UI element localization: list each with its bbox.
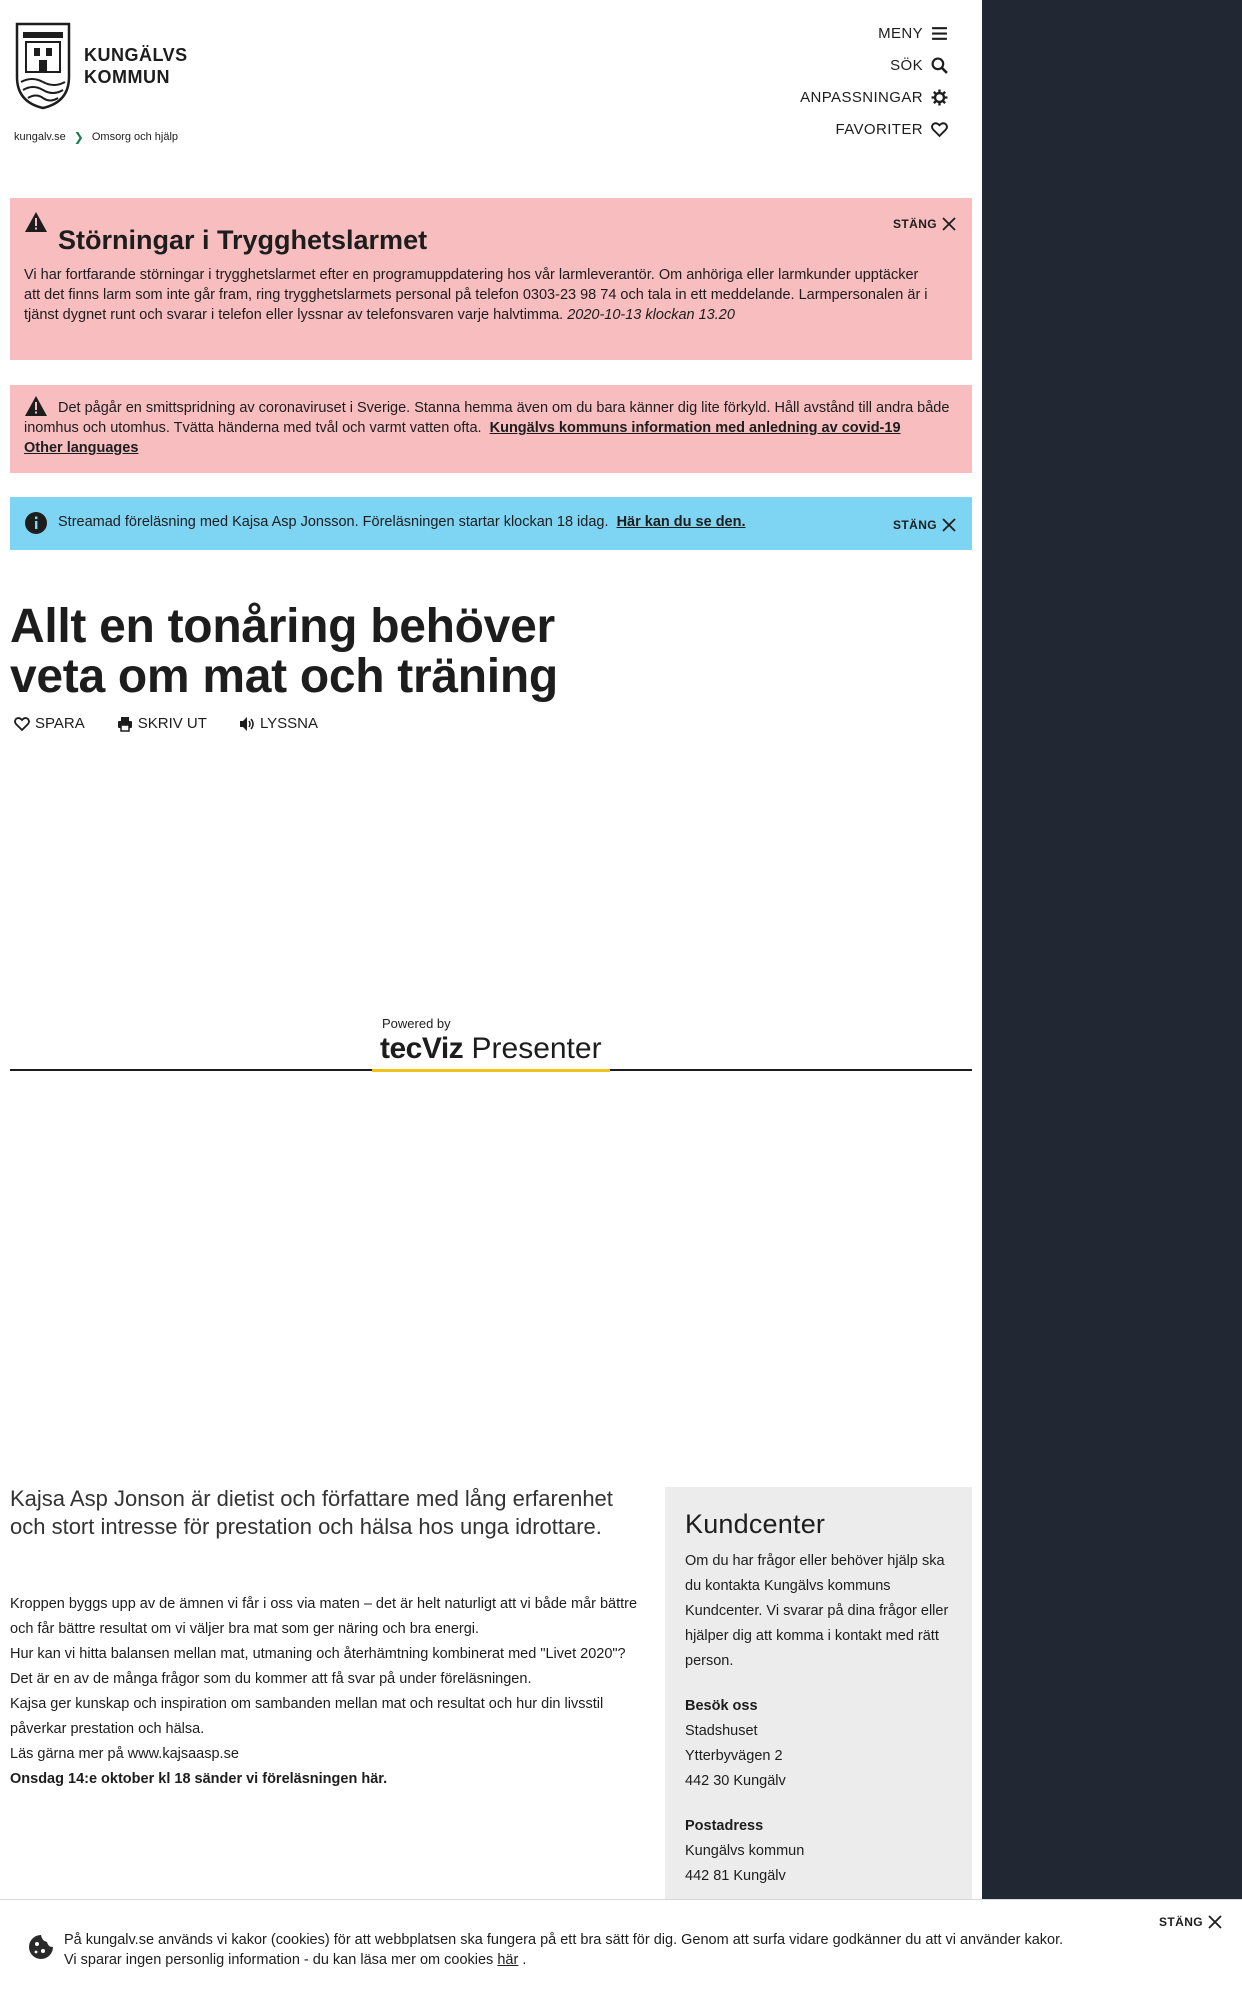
favorites-label: FAVORITER xyxy=(835,121,923,138)
alert-title: Störningar i Trygghetslarmet xyxy=(58,225,428,255)
close-label: STÄNG xyxy=(893,518,937,532)
alert-body-text: Vi har fortfarande störningar i trygghetslarmet efter en programuppdatering hos vår larmleverantör. Om anhöriga eller larmkunder upptäcker att det finns larm som inte går fram, ring trygghetslarmets personal på telefon 0303-23 98 74 och tala in ett meddelande. Larmpersonalen är i tjänst dygnet runt och svarar i telefon eller lyssnar av telefonsvaren varje halvtimma. xyxy=(24,267,928,323)
post-label: Postadress xyxy=(685,1818,764,1834)
covid-info-link[interactable]: Kungälvs kommuns information med anledning av covid-19 xyxy=(489,420,901,436)
info-icon xyxy=(24,511,48,535)
stream-text xyxy=(58,512,746,532)
close-icon xyxy=(942,518,956,532)
chevron-right-icon: ❯ xyxy=(73,130,84,144)
post-line: 442 81 Kungälv xyxy=(685,1868,786,1884)
visit-line: 442 30 Kungälv xyxy=(685,1773,786,1789)
kundcenter-title: Kundcenter xyxy=(685,1509,826,1539)
accessibility-button[interactable] xyxy=(800,88,948,107)
logo-text xyxy=(84,44,188,88)
stream-link[interactable]: Här kan du se den. xyxy=(616,514,746,530)
alert-trygghetslarm xyxy=(10,198,972,360)
article-actions xyxy=(14,715,318,732)
gear-icon xyxy=(931,89,948,106)
menu-label: MENY xyxy=(878,25,923,42)
favorites-button[interactable] xyxy=(836,120,949,139)
top-nav xyxy=(800,24,948,139)
logo-line1: KUNGÄLVS xyxy=(84,45,188,65)
cookie-icon xyxy=(28,1934,54,1960)
listen-button[interactable] xyxy=(239,715,318,732)
alert-body xyxy=(24,265,934,325)
kommun-logo[interactable] xyxy=(14,22,188,110)
cookie-text xyxy=(64,1930,1164,1970)
alert-covid xyxy=(10,385,972,473)
speaker-icon xyxy=(239,716,255,732)
hamburger-icon xyxy=(931,25,948,42)
cookie-line2 xyxy=(64,1950,1164,1970)
stream-close-button[interactable] xyxy=(893,515,956,535)
alert-close-button[interactable] xyxy=(893,214,956,234)
cookie-line2-text: Vi sparar ingen personlig information - du kan läsa mer om cookies xyxy=(64,1952,494,1968)
kundcenter-box xyxy=(665,1487,972,1907)
kundcenter-intro: Om du har frågor eller behöver hjälp ska du kontakta Kungälvs kommuns Kundcenter. Vi svarar på dina frågor eller hjälper dig att komma i kontakt med rätt person. xyxy=(685,1553,949,1669)
other-languages-link[interactable]: Other languages xyxy=(24,440,139,456)
coat-of-arms-icon xyxy=(14,22,72,110)
stream-body: Streamad föreläsning med Kajsa Asp Jonsson. Föreläsningen startar klockan 18 idag. xyxy=(58,514,609,530)
close-icon xyxy=(942,217,956,231)
player-brand xyxy=(380,1032,602,1066)
paragraph: Kajsa ger kunskap och inspiration om sambanden mellan mat och resultat och hur din livsstil påverkar prestation och hälsa. xyxy=(10,1696,604,1737)
cookie-end: . xyxy=(522,1952,527,1968)
page-title: Allt en tonåring behöver veta om mat och träning xyxy=(10,600,558,703)
search-label: SÖK xyxy=(890,57,923,74)
post-line: Kungälvs kommun xyxy=(685,1843,805,1859)
close-label: STÄNG xyxy=(1159,1915,1203,1929)
closing-line: Onsdag 14:e oktober kl 18 sänder vi föreläsningen här. xyxy=(10,1771,388,1787)
dark-side-panel xyxy=(982,0,1242,2000)
search-icon xyxy=(931,57,948,74)
paragraph: Hur kan vi hitta balansen mellan mat, utmaning och återhämtning kombinerat med "Livet 2020"? xyxy=(10,1646,626,1662)
visit-line: Ytterbyvägen 2 xyxy=(685,1748,783,1764)
search-button[interactable] xyxy=(890,56,948,75)
logo-line2: KOMMUN xyxy=(84,67,170,87)
visit-label: Besök oss xyxy=(685,1698,758,1714)
paragraph: Det är en av de många frågor som du kommer att få svar på under föreläsningen. xyxy=(10,1671,532,1687)
paragraph: Kroppen byggs upp av de ämnen vi får i oss via maten – det är helt naturligt att vi både mår bättre och får bättre resultat om vi väljer bra mat som ger näring och bra energi. xyxy=(10,1596,638,1637)
close-label: STÄNG xyxy=(893,217,937,231)
cookie-line1: På kungalv.se används vi kakor (cookies) för att webbplatsen ska fungera på ett bra sätt för dig. Genom att surfa vidare godkänner du att vi använder kakor. xyxy=(64,1932,1064,1948)
covid-text xyxy=(24,398,954,458)
close-icon xyxy=(1208,1915,1222,1929)
cookie-banner xyxy=(0,1899,1242,2000)
menu-button[interactable] xyxy=(878,24,948,43)
heart-icon xyxy=(931,121,948,138)
heart-icon xyxy=(14,716,30,732)
save-label: SPARA xyxy=(35,715,85,732)
player-brand-badge xyxy=(372,1016,610,1072)
brand-bold: tecViz xyxy=(380,1032,464,1065)
listen-label: LYSSNA xyxy=(259,715,319,732)
printer-icon xyxy=(117,716,133,732)
warning-icon xyxy=(24,211,48,233)
print-label: SKRIV UT xyxy=(137,715,207,732)
breadcrumb-current[interactable]: Omsorg och hjälp xyxy=(91,131,179,143)
accessibility-label: ANPASSNINGAR xyxy=(800,89,923,106)
article-body xyxy=(10,1592,650,1792)
alert-stream xyxy=(10,497,972,550)
save-button[interactable] xyxy=(14,715,85,732)
print-button[interactable] xyxy=(117,715,207,732)
alert-date: 2020-10-13 klockan 13.20 xyxy=(567,307,735,323)
cookie-close-button[interactable] xyxy=(1159,1915,1222,1929)
cookie-more-link[interactable]: här xyxy=(497,1952,519,1968)
covid-body: Det pågår en smittspridning av coronaviruset i Sverige. Stanna hemma även om du bara känner dig lite förkyld. Håll avstånd till andra både inomhus och utomhus. Tvätta händerna med tvål och varmt vatten ofta. xyxy=(24,400,950,436)
breadcrumb xyxy=(14,130,178,144)
paragraph: Läs gärna mer på www.kajsaasp.se xyxy=(10,1746,239,1762)
brand-rest: Presenter xyxy=(463,1032,602,1065)
visit-line: Stadshuset xyxy=(685,1723,758,1739)
powered-by-label: Powered by xyxy=(382,1016,451,1031)
breadcrumb-home[interactable]: kungalv.se xyxy=(14,131,66,143)
article-lead: Kajsa Asp Jonson är dietist och författare med lång erfarenhet och stort intresse för prestation och hälsa hos unga idrottare. xyxy=(10,1486,613,1539)
